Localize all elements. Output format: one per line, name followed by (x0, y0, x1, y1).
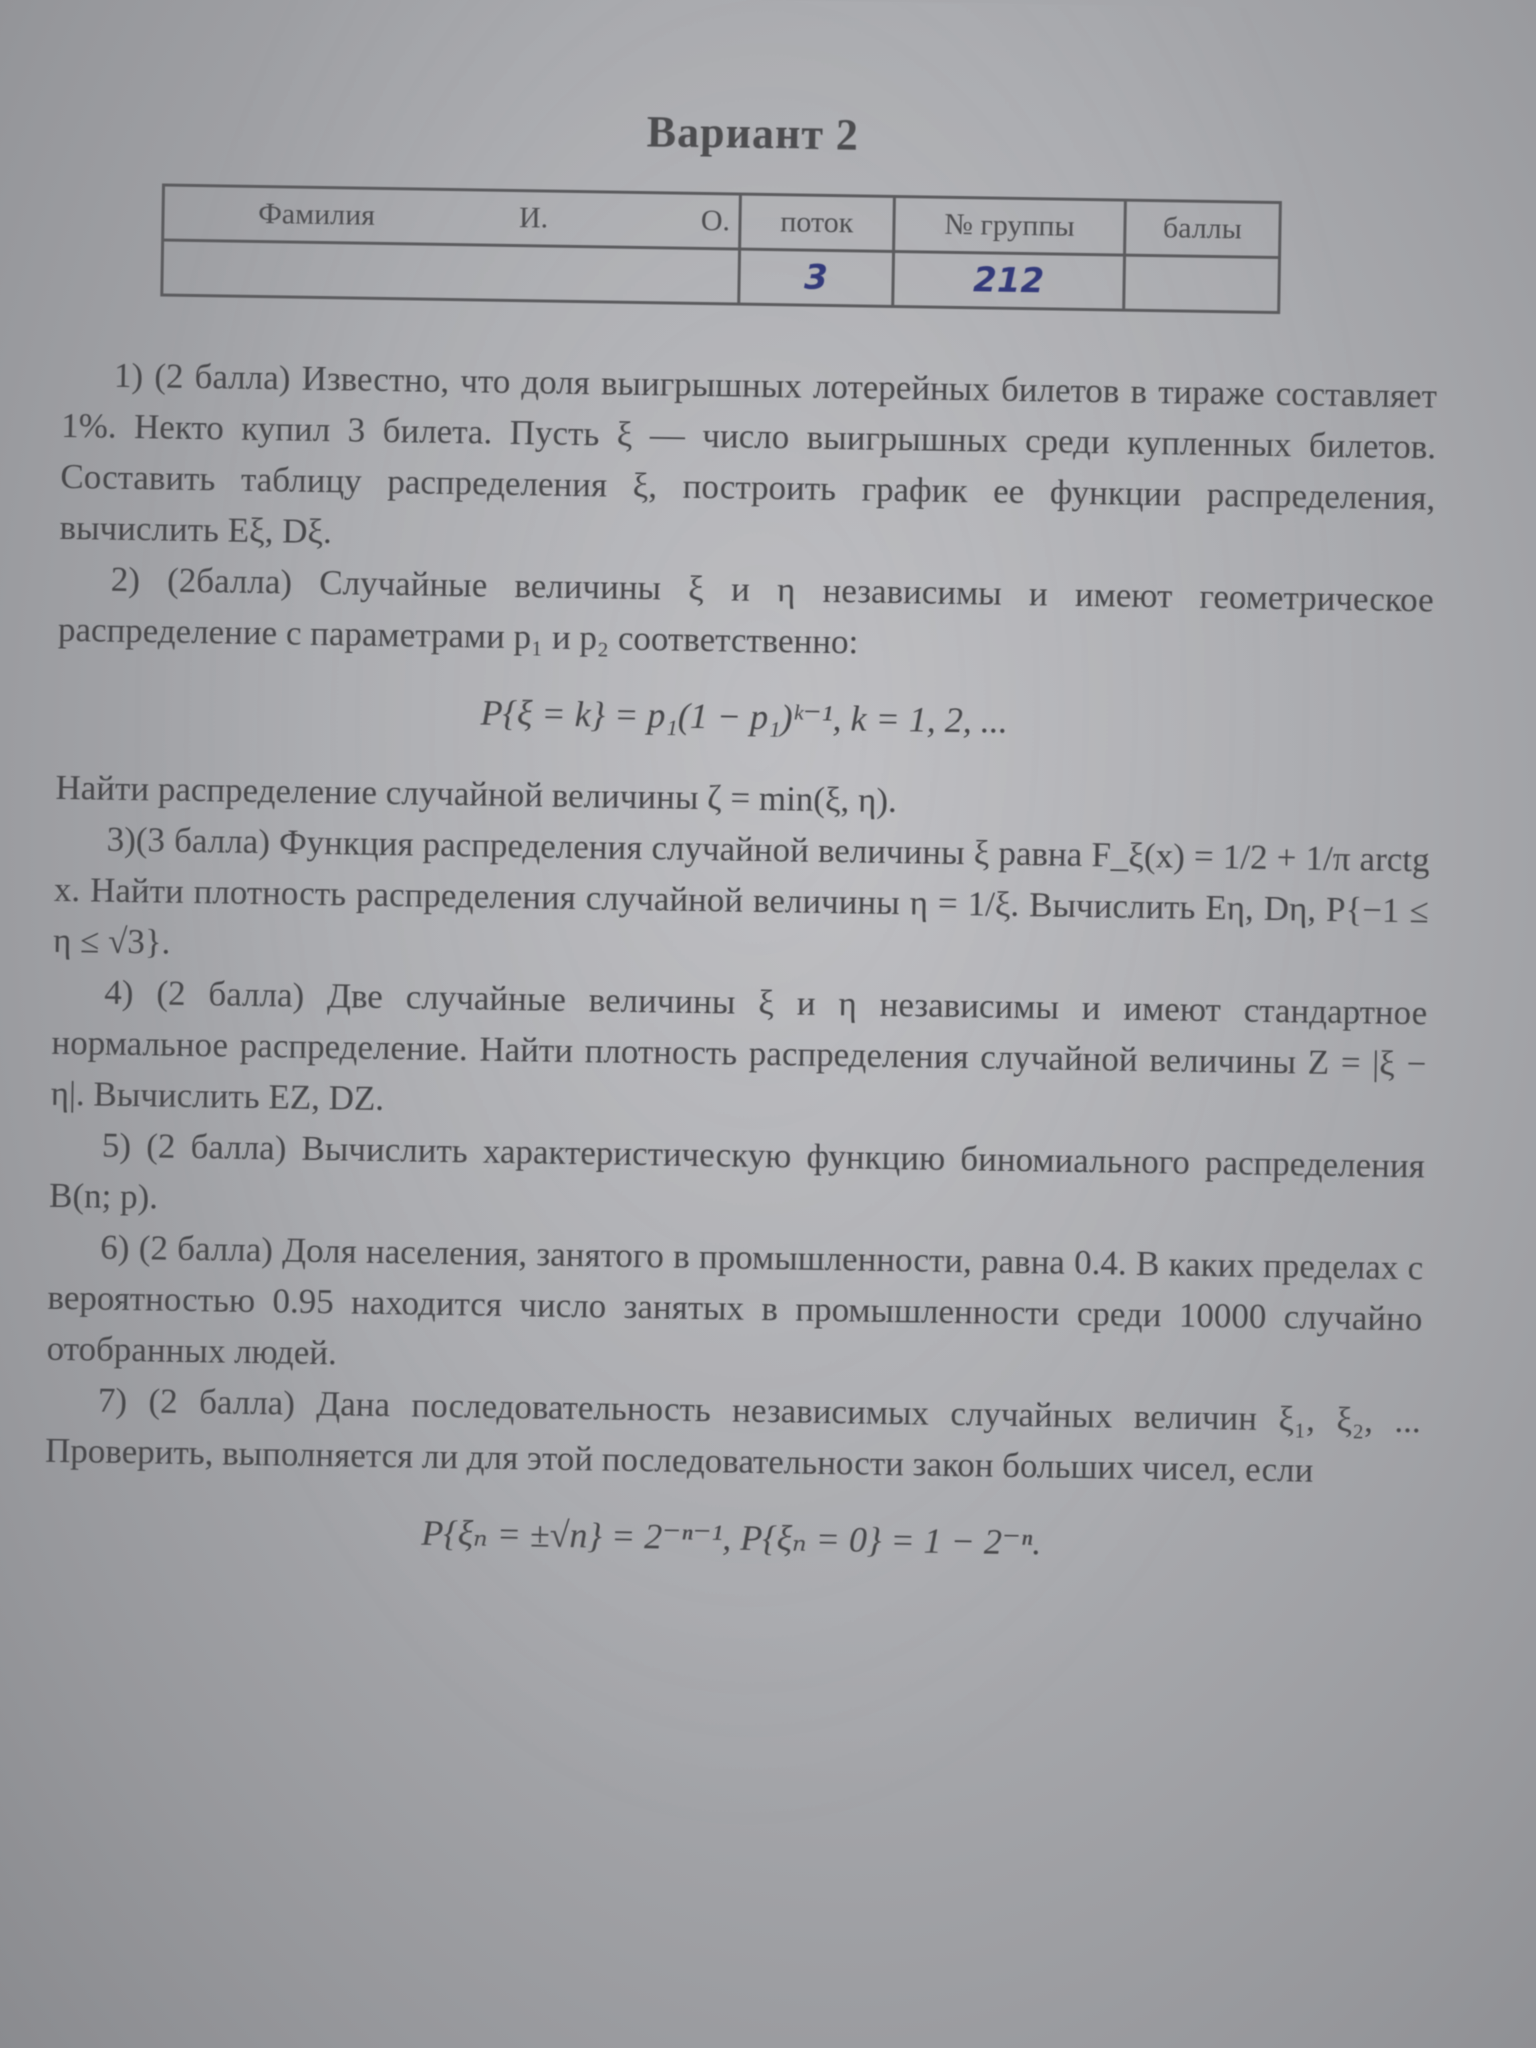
problems-list (43, 349, 1437, 1604)
page-title: Вариант 2 (646, 107, 860, 160)
problem-4: 4) (2 балла) Две случайные величины ξ и η независимы и имеют стандартное нормальное распределение. Найти плотность распределения случайной величины Z = |ξ − η|. Вычислить EZ, DZ. (50, 972, 1428, 1119)
header-group: № группы (894, 196, 1126, 255)
cell-group (893, 251, 1125, 310)
header-stream: поток (739, 194, 894, 251)
problem-6: 6) (2 балла) Доля населения, занятого в промышленности, равна 0.4. В каких пределах с вероятностью 0.95 находится число занятых в промышленности среди 10000 случайно отобранных людей. (46, 1227, 1424, 1373)
cell-stream (738, 249, 893, 306)
problem-7: 7) (2 балла) Дана последовательность независимых случайных величин ξ₁, ξ₂, ... Проверить, выполняется ли для этой последовательности закон больших чисел, если (44, 1380, 1422, 1490)
group-value: 212 (972, 260, 1045, 302)
problem-2: 2) (2балла) Случайные величины ξ и η независимы и имеют геометрическое распределение с параметрами p₁ и p₂ соответственно: (57, 559, 1434, 662)
problem-2-formula: P{ξ = k} = p₁(1 − p₁)ᵏ⁻¹, k = 1, 2, ... (480, 692, 1009, 741)
problem-7-formula: P{ξₙ = ±√n} = 2⁻ⁿ⁻¹, P{ξₙ = 0} = 1 − 2⁻ⁿ. (421, 1512, 1042, 1563)
header-surname: Фамилия (163, 185, 469, 245)
problem-5: 5) (2 балла) Вычислить характеристическую функцию биномиального распределения B(n; p). (48, 1125, 1426, 1217)
stream-value: 3 (803, 257, 829, 298)
header-initial-patronymic: О. (598, 192, 740, 249)
cell-score (1124, 255, 1280, 312)
header-score: баллы (1124, 200, 1280, 257)
problem-1: 1) (2 балла) Известно, что доля выигрышных лотерейных билетов в тираже составляет 1%. Некто купил 3 билета. Пусть ξ — число выигрышных среди купленных билетов. Составить таблицу распределения ξ, построить график ее функции распределения, вычислить Eξ, Dξ. (59, 355, 1438, 552)
problem-2-task: Найти распределение случайной величины ζ = min(ξ, η). (55, 767, 898, 821)
problem-3: 3)(3 балла) Функция распределения случайной величины ξ равна F_ξ(x) = 1/2 + 1/π arctg x. Найти плотность распределения случайной величины η = 1/ξ. Вычислить Eη, Dη, P{−1 ≤ η ≤ √3}. (52, 819, 1430, 962)
cell-name (162, 240, 739, 304)
student-info-table (160, 183, 1282, 314)
header-initial-name: И. (468, 190, 599, 247)
